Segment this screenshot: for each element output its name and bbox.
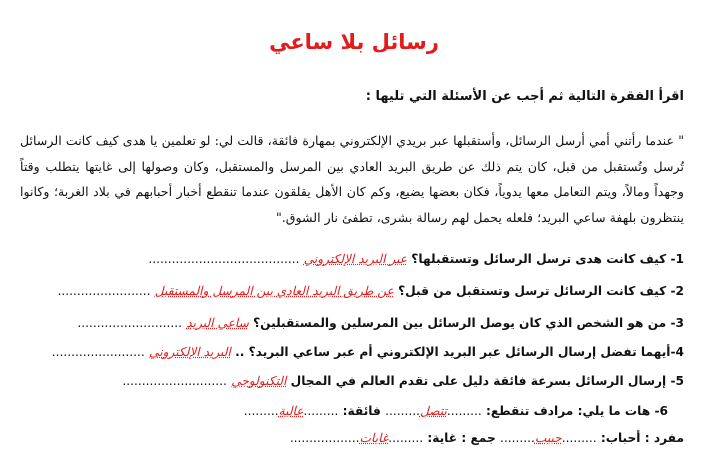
vocab-label: فائقة: — [342, 404, 381, 418]
question-text: 4-أيهما تفضل إرسال الرسائل عبر البريد الإلكتروني أم عبر ساعي البريد؟ .. — [235, 345, 684, 359]
answer-dots: ........................ — [51, 345, 145, 359]
answer-dots: ......... — [243, 404, 279, 418]
instruction-text: اقرأ الفقرة التالية ثم أجب عن الأسئلة التي تليها : — [365, 89, 684, 104]
answer-text: عبر البريد الإلكتروني — [303, 252, 408, 266]
answer-text: البريد الإلكتروني — [149, 345, 231, 359]
vocab-label: 6- هات ما يلي: مرادف تنقطع: — [485, 404, 668, 418]
answer-text: ساعي البريد — [186, 316, 249, 330]
answer-dots: ........................ — [57, 284, 151, 298]
question-1 — [14, 252, 684, 266]
answer-dots: ........................... — [77, 316, 183, 330]
reading-paragraph: " عندما رأتني أمي أرسل الرسائل، وأستقبلها عبر بريدي الإلكتروني بمهارة فائقة، قالت لي: لو تعلمين يا هدى كيف كانت الرسائل تُرسل وتُستقبل من قبل، كان يتم ذلك عن طريق البريد العادي بين المرسل والمستقبل، وكان وصولها إلى غايتها يتطلب وقتاً وجهداً ومالاً، ويتم التعامل معها يدوياً، فكان بعضها يضيع، وكم كان الأهل يقلقون عندما تنقطع أخبار أحبابهم في بلاد الغربة؛ وكانوا ينتظرون بلهفة ساعي البريد؛ فلعله يحمل لهم رسالة بشرى، تطفئ نار الشوق." — [20, 133, 684, 225]
answer-dots: ....................................... — [148, 252, 300, 266]
answer-dots: ......... — [561, 431, 597, 445]
answer-text: التكنولوجي — [231, 374, 287, 388]
answer-text: تتصل — [419, 404, 447, 418]
question-3 — [14, 316, 684, 330]
question-2 — [14, 284, 684, 298]
answer-dots: ......... — [388, 431, 424, 445]
answer-text: عالية — [278, 404, 304, 418]
answer-dots: .................. — [289, 431, 360, 445]
answer-dots: ........................... — [122, 374, 227, 388]
question-6 — [0, 404, 668, 418]
answer-dots: ......... — [446, 404, 482, 418]
question-text: 3- من هو الشخص الذي كان يوصل الرسائل بين المرسلين والمستقبلين؟ — [253, 316, 684, 330]
answer-text: غايات — [359, 431, 389, 445]
vocab-label: جمع : غاية: — [427, 431, 496, 445]
page-title: رسائل بلا ساعي — [269, 30, 439, 54]
question-7 — [14, 431, 684, 445]
answer-dots: ......... — [303, 404, 339, 418]
question-5 — [14, 374, 684, 388]
answer-text: حبيب — [534, 431, 562, 445]
question-text: 2- كيف كانت الرسائل ترسل وتستقبل من قبل؟ — [398, 284, 684, 298]
question-4 — [14, 345, 684, 359]
answer-dots: ......... — [385, 404, 420, 418]
answer-dots: ......... — [499, 431, 535, 445]
question-text: 1- كيف كانت هدى ترسل الرسائل وتستقبلها؟ — [411, 252, 684, 266]
question-text: 5- إرسال الرسائل بسرعة فائقة دليل على تقدم العالم في المجال — [290, 374, 684, 388]
vocab-label: مفرد : أحباب: — [600, 431, 684, 445]
answer-text: عن طريق البريد العادي بين المرسل والمستقبل — [154, 284, 394, 298]
